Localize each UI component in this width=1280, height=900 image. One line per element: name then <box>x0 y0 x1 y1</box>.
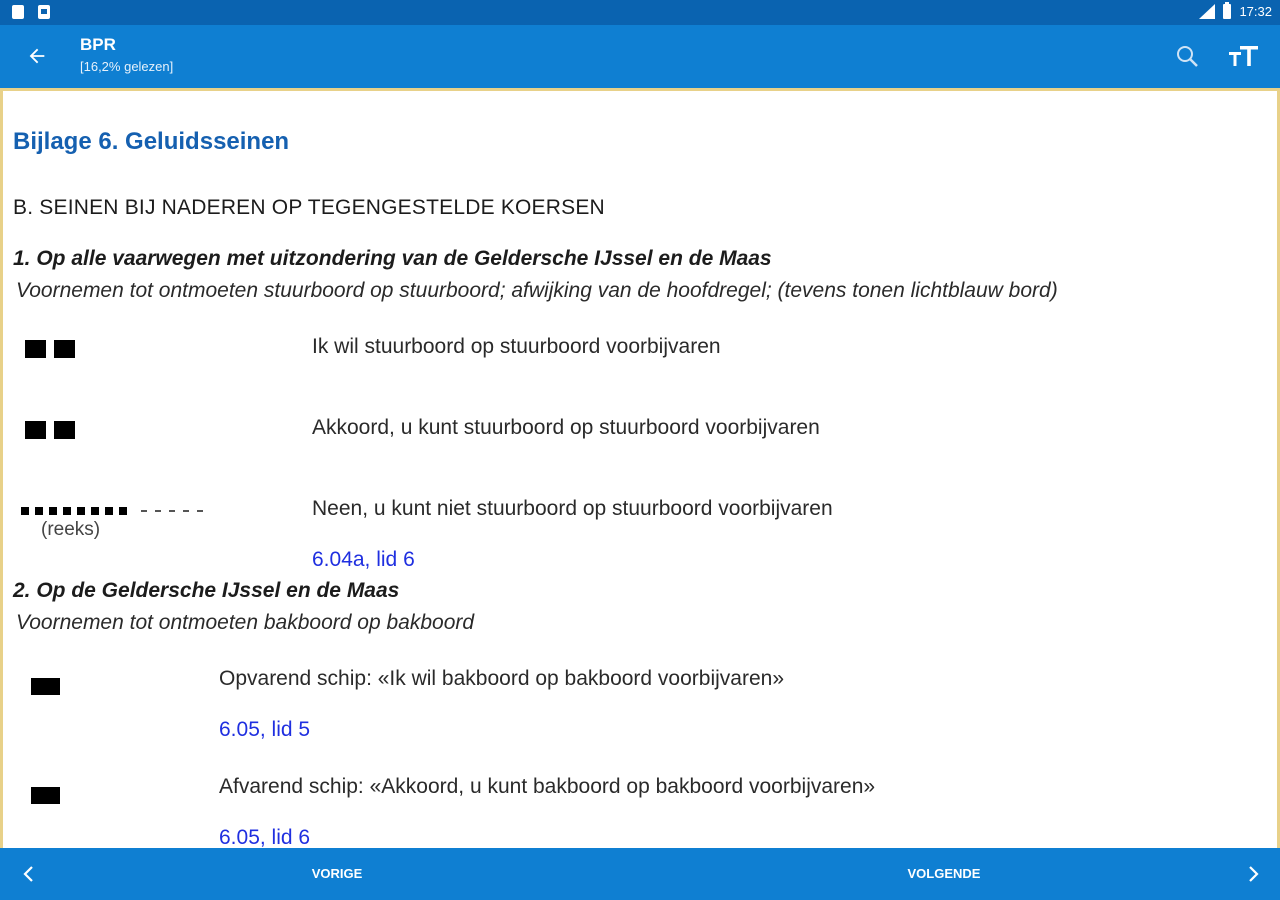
reference-link[interactable]: 6.05, lid 6 <box>219 826 311 848</box>
part2-title: 2. Op de Geldersche IJssel en de Maas <box>13 579 400 602</box>
doc-icon <box>38 5 50 19</box>
signal-text: Ik wil stuurboord op stuurboord voorbijvaren <box>312 335 721 358</box>
reference-link[interactable]: 6.04a, lid 6 <box>312 548 415 571</box>
battery-icon <box>1223 4 1231 19</box>
reading-progress: [16,2% gelezen] <box>80 59 174 74</box>
chevron-left-icon[interactable] <box>18 862 40 886</box>
part1-description: Voornemen tot ontmoeten stuurboord op stuurboord; afwijking van de hoofdregel; (tevens tonen lichtblauw bord) <box>16 279 1058 302</box>
sim-icon <box>12 5 24 19</box>
status-left-icons <box>12 5 50 19</box>
page-heading: Bijlage 6. Geluidsseinen <box>13 128 290 155</box>
status-time: 17:32 <box>1239 4 1272 19</box>
long-blast-symbol <box>25 340 46 358</box>
app-bar <box>0 25 1280 88</box>
signal-text: Afvarend schip: «Akkoord, u kunt bakboord op bakboord voorbijvaren» <box>219 775 876 798</box>
signal-text: Opvarend schip: «Ik wil bakboord op bakboord voorbijvaren» <box>219 667 785 690</box>
long-blast-symbol <box>54 421 75 439</box>
text-size-button[interactable] <box>1226 41 1262 73</box>
status-bar <box>0 0 1280 25</box>
long-blast-symbol <box>31 787 60 804</box>
signal-text: Neen, u kunt niet stuurboord op stuurboord voorbijvaren <box>312 497 833 520</box>
section-heading: B. SEINEN BIJ NADEREN OP TEGENGESTELDE KOERSEN <box>13 196 605 219</box>
search-button[interactable] <box>1172 41 1204 73</box>
reference-link[interactable]: 6.05, lid 5 <box>219 718 311 741</box>
arrow-left-icon <box>26 45 48 67</box>
document-body <box>3 91 1277 848</box>
long-blast-symbol <box>31 678 60 695</box>
next-button[interactable]: VOLGENDE <box>907 866 981 881</box>
search-icon <box>1172 41 1204 73</box>
status-right <box>1197 4 1272 19</box>
text-size-icon <box>1226 41 1262 73</box>
back-button[interactable] <box>20 39 54 73</box>
previous-button[interactable]: VORIGE <box>311 866 363 881</box>
signal-icon <box>1197 4 1215 19</box>
chevron-right-icon[interactable] <box>1242 862 1264 886</box>
series-label: (reeks) <box>41 519 101 540</box>
long-blast-symbol <box>25 421 46 439</box>
signal-text: Akkoord, u kunt stuurboord op stuurboord voorbijvaren <box>312 416 820 439</box>
long-blast-symbol <box>54 340 75 358</box>
app-title: BPR <box>80 35 116 54</box>
title-block <box>80 35 173 74</box>
part1-title: 1. Op alle vaarwegen met uitzondering van de Geldersche IJssel en de Maas <box>13 247 772 270</box>
bottom-navigation <box>0 848 1280 900</box>
document-content[interactable] <box>0 88 1280 848</box>
part2-description: Voornemen tot ontmoeten bakboord op bakboord <box>16 611 475 634</box>
